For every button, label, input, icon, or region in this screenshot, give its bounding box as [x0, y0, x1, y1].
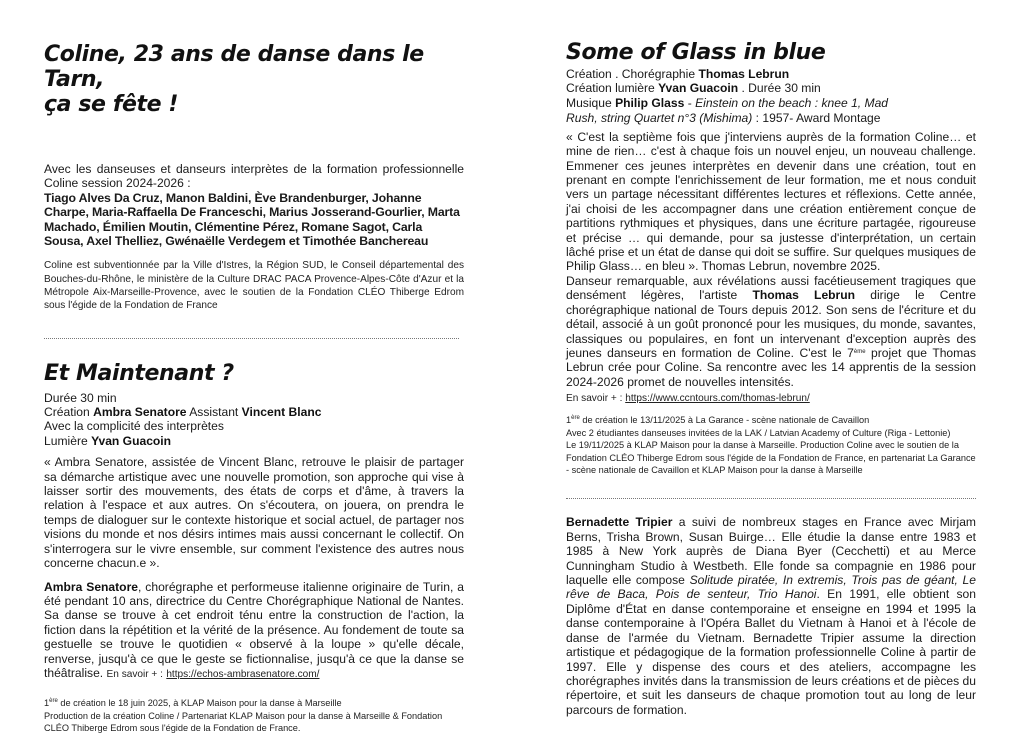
- students-note: Avec 2 étudiantes danseuses invitées de la LAK / Latvian Academy of Culture (Riga - Lettonie): [566, 427, 951, 438]
- section-divider: [566, 498, 976, 499]
- some-of-glass-section: [566, 40, 976, 476]
- light-credit: Création lumière Yvan Guacoin . Durée 30 min: [566, 81, 821, 96]
- et-maintenant-section: [44, 361, 464, 734]
- duration: Durée 30 min: [44, 390, 117, 405]
- composer-name: Philip Glass: [615, 95, 685, 110]
- assistant-name: Vincent Blanc: [241, 405, 322, 420]
- some-of-glass-title: Some of Glass in blue: [566, 40, 826, 65]
- left-column: [44, 0, 464, 734]
- tripier-works: Solitude piratée, In extremis, Trois pas de géant, Le rêve de Baca, Pois de senteur, Trio Hanoi: [566, 573, 976, 602]
- right-column: [566, 0, 976, 717]
- tripier-bio-name: Bernadette Tripier: [566, 515, 673, 530]
- production-notes: [44, 697, 464, 734]
- music-works: Einstein on the beach : knee 1, Mad Rush, string Quartet n°3 (Mishima): [566, 95, 889, 125]
- light-label: Lumière: [44, 433, 88, 448]
- et-maintenant-quote: « Ambra Senatore, assistée de Vincent Blanc, retrouve le plaisir de partager sa démarche artistique avec une nouvelle promotion, son approche qui vise à laisser sortir des mouvements, des états de corps et d'âme, à travers la relation à l'espace et aux autres. On s'écoutera, on jouera, on prendra le temps de dialoguer sur le contexte historique et social actuel, de partager nos visions du monde et nos désirs intimes mais aussi concernant le collectif. On s'interrogera sur le vivre ensemble, sur comment l'existence des autres nous concerne chacun.e ».: [44, 455, 464, 571]
- ambra-bio: [44, 580, 464, 682]
- credits-block: [566, 67, 976, 126]
- light-name: Yvan Guacoin: [91, 433, 172, 448]
- production-note: Le 19/11/2025 à KLAP Maison pour la danse à Marseille. Production Coline avec le soutien de la Fondation CLÉO Thiberge Edrom sous l'égide de la Fondation de France, en partenariat La Garance - scène nationale de Cavaillon et KLAP Maison pour la danse à Marseille: [566, 440, 976, 476]
- lebrun-website-link[interactable]: https://www.ccntours.com/thomas-lebrun/: [625, 393, 810, 405]
- light-name: Yvan Guacoin: [658, 81, 739, 96]
- lebrun-more: [566, 392, 976, 405]
- lebrun-bio-name: Thomas Lebrun: [752, 288, 856, 303]
- production-note: Production de la création Coline / Partenariat KLAP Maison pour la danse à Marseille & Fondation CLÉO Thiberge Edrom sous l'égide de la Fondation de France.: [44, 710, 443, 734]
- choreographer-name: Thomas Lebrun: [698, 67, 790, 81]
- lebrun-bio: Danseur remarquable, aux révélations aussi facétieusement tragiques que densément légères, l'artiste Thomas Lebrun dirige le Centre chorégraphique national de Tours depuis 2012. Son sens de l'écriture et du détail, associé à un goût prononcé pour les musiques, du monde, savantes, classiques ou populaires, en font un intervenant d'exception auprès des jeunes danseurs en formation de Coline. C'est le 7ème projet que Thomas Lebrun crée pour Coline. Sa rencontre avec les 14 apprentis de la session 2024-2026 promet de nouvelles intensités.: [566, 273, 977, 389]
- funding-note: Coline est subventionnée par la Ville d'Istres, la Région SUD, le Conseil départemental des Bouches-du-Rhône, le ministère de la Culture DRAC PACA Provence-Alpes-Côte d'Azur et la Métropole Aix-Marseille-Provence, avec le soutien de la Fondation CLÉO Thiberge Edrom sous l'égide de la Fondation de France: [44, 260, 464, 312]
- premiere-note: 1ère de création le 13/11/2025 à La Garance - scène nationale de Cavaillon: [566, 415, 870, 426]
- complicity-credit: Avec la complicité des interprètes: [44, 419, 224, 434]
- section-divider: [44, 338, 459, 339]
- more-label: En savoir + :: [106, 668, 163, 680]
- creation-name: Ambra Senatore: [93, 405, 187, 420]
- coline-title-line1: Coline, 23 ans de danse dans le Tarn,: [44, 42, 424, 92]
- choreography-credit: Création . Chorégraphie Thomas Lebrun: [566, 67, 790, 81]
- lebrun-quote: « C'est la septième fois que j'interviens auprès de la formation Coline… et mine de rien… c'est à chaque fois un nouvel enjeu, un nouveau challenge. Emmener ces jeunes interprètes en devenir dans une création, tout en prenant en compte l'enrichissement de leur formation, me et nous conduit vers un partage nécessitant différentes lectures et réflexions. Cette année, j'ai choisi de les accompagner dans une création entièrement conçue de partitions rythmiques et physiques, dans une écriture partagée, rigoureuse et précise … qui demande, pour sa justesse d'interprétation, un certain lâché prise et un état de danse qui doit se suffire. Sur quelques musiques de Philip Glass… en bleu ». Thomas Lebrun, novembre 2025.: [566, 129, 976, 274]
- premiere-note: 1ère de création le 18 juin 2025, à KLAP Maison pour la danse à Marseille: [44, 698, 342, 709]
- et-maintenant-title: Et Maintenant ?: [44, 360, 234, 386]
- ambra-website-link[interactable]: https://echos-ambrasenatore.com/: [166, 668, 320, 680]
- music-credit: Musique Philip Glass - Einstein on the beach : knee 1, Mad Rush, string Quartet n°3 (Mishima) : 1957- Award Montage: [566, 95, 889, 125]
- coline-title: [44, 42, 464, 117]
- dancers-list: Tiago Alves Da Cruz, Manon Baldini, Ève Brandenburger, Johanne Charpe, Maria-Raffaella De Franceschi, Marius Josserand-Gourlier, Marta Machado, Émilien Moutin, Clémentine Pérez, Romane Sagot, Carla Sousa, Axel Thelliez, Gwénaëlle Verdegem et Timothée Banchereau: [44, 190, 460, 249]
- tripier-bio: Bernadette Tripier a suivi de nombreux stages en France avec Mirjam Berns, Trisha Brown, Susan Buirge… Elle étudie la danse entre 1983 et 1985 à New York auprès de Diana Byer (Cecchetti) et au Merce Cunningham Studio à Westbeth. Elle fonde sa compagnie en 1986 pour laquelle elle compose Solitude piratée, In extremis, Trois pas de géant, Le rêve de Baca, Pois de senteur, Trio Hanoi. En 1991, elle obtient son Diplôme d'État en danse contemporaine et enseigne en 1994 et 1995 la danse contemporaine à l'Opéra Ballet du Vietnam à Hanoi et à l'école de danse de l'armée du Vietnam. Bernadette Tripier assume la direction artistique et pédagogique de la formation professionnelle Coline à partir de 1997. Elle y dispense des cours et des ateliers, accompagne les chorégraphes invités dans la transmission de leurs créations et de pièces du répertoire, et suit les danseurs de chaque promotion tout au long de leur parcours de formation.: [566, 515, 977, 717]
- assistant-label: Assistant: [189, 405, 239, 420]
- coline-section: [44, 42, 464, 313]
- coline-intro: Avec les danseuses et danseurs interprètes de la formation professionnelle Coline session 2024-2026 :: [44, 162, 464, 191]
- more-label: En savoir + :: [566, 393, 623, 405]
- light-credit: [44, 434, 464, 448]
- production-notes: [566, 414, 976, 476]
- coline-title-line2: ça se fête !: [44, 92, 179, 117]
- ambra-bio-text: , chorégraphe et performeuse italienne originaire de Turin, a été pendant 10 ans, directrice du Centre Chorégraphique National de Nantes. Sa danse se trouve à cet endroit ténu entre la construction de l'action, la fiction dans la répétition et la vérité de la présence. Au fondement de toute sa gestuelle se trouve le quotidien « observé à la loupe » qu'elle décale, renverse, jusqu'à ce que le geste se fictionnalise, jusqu'à ce que la danse se théâtralise.: [44, 579, 464, 680]
- tripier-section: [566, 515, 976, 717]
- creation-credit: [44, 405, 464, 419]
- credits-block: [44, 391, 464, 449]
- ambra-bio-name: Ambra Senatore: [44, 579, 138, 594]
- creation-label: Création: [44, 405, 90, 420]
